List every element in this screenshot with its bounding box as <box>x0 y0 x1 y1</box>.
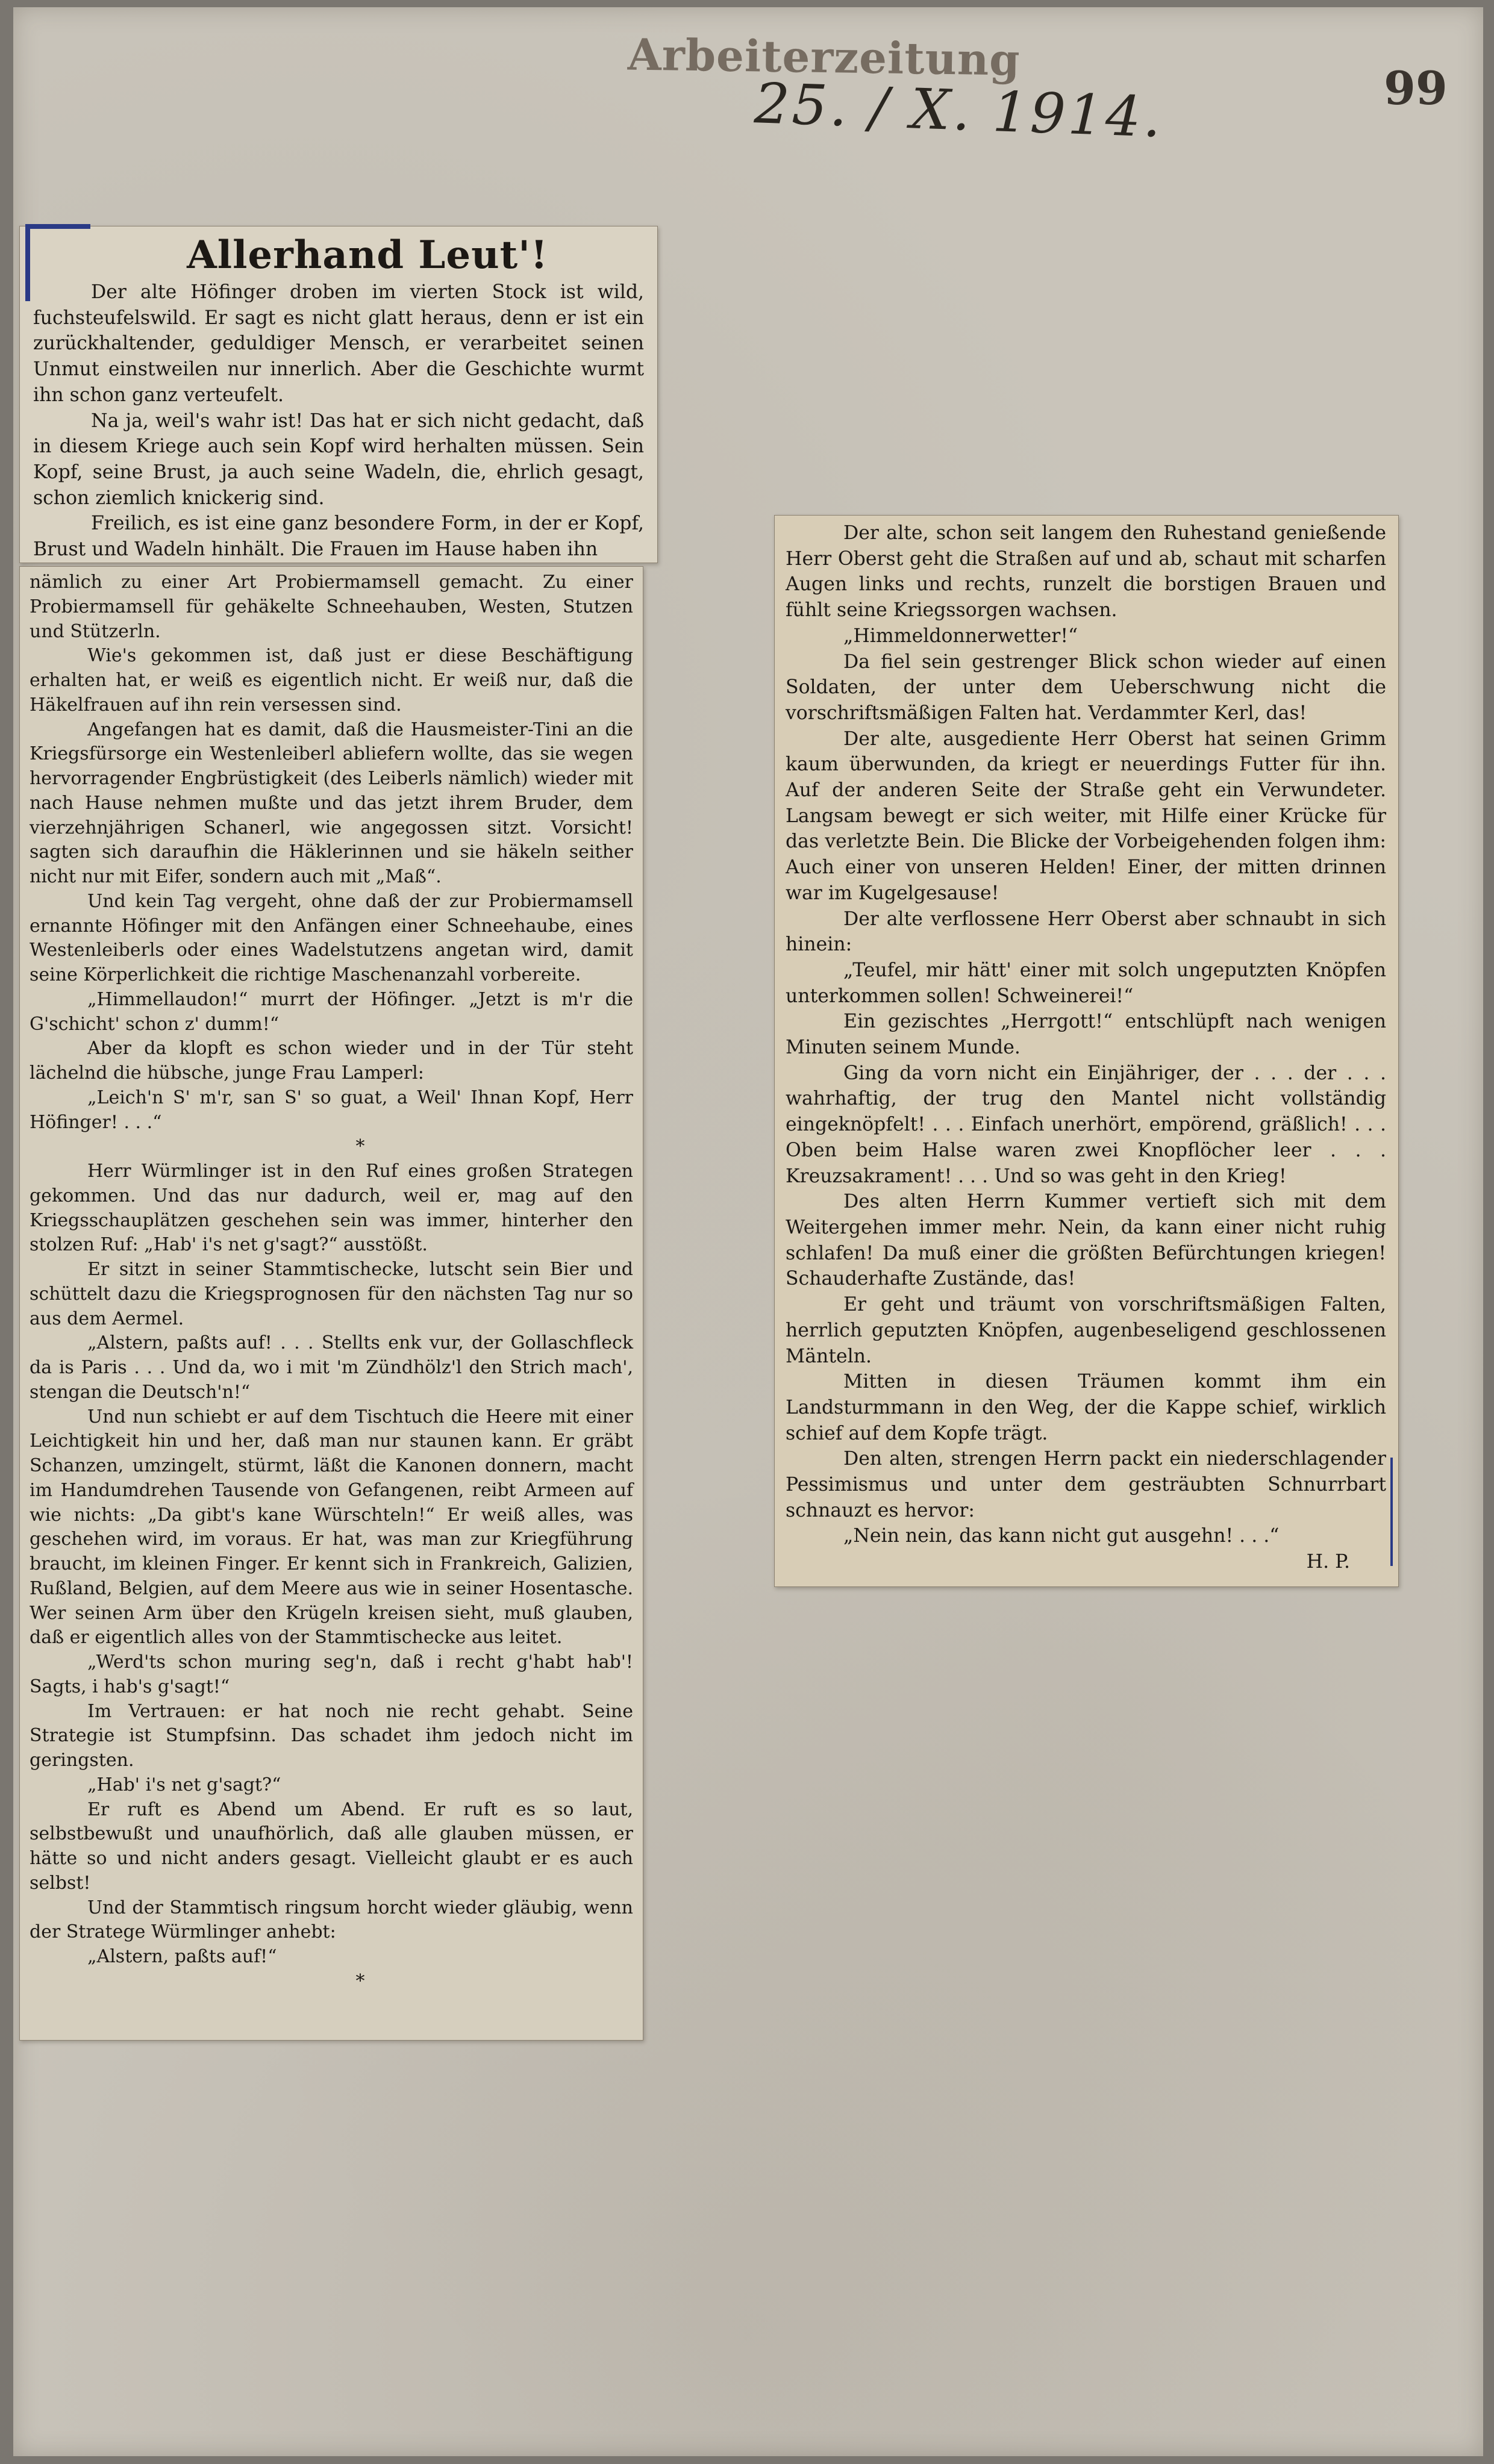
paragraph: Ging da vorn nicht ein Einjähriger, der . . . der . . . wahrhaftig, der trug den Mantel nicht vollständig eingeknöpfelt! . . . Einfach unerhört, empörend, gräßlich! . . . Oben beim Halse waren zwei Knopflöcher leer . . . Kreuzsakrament! . . . Und so was geht in den Krieg! <box>786 1062 1386 1187</box>
paragraph: Und kein Tag vergeht, ohne daß der zur Probiermamsell ernannte Höfinger mit den Anfängen einer Schneehaube, eines Westenleiberls oder eines Wadelstutzens angetan wird, damit seine Körperlichkeit die richtige Maschenanzahl vorbereite. <box>30 890 633 985</box>
section-separator: * <box>355 1136 365 1158</box>
paragraph: nämlich zu einer Art Probiermamsell gemacht. Zu einer Probiermamsell für gehäkelte Schneehauben, Westen, Stutzen und Stützerln. <box>30 572 633 642</box>
blue-pencil-mark <box>25 224 90 301</box>
paragraph: Und nun schiebt er auf dem Tischtuch die Heere mit einer Leichtigkeit hin und her, daß man nur staunen kann. Er gräbt Schanzen, umzingelt, stürmt, läßt die Kanonen donnern, macht im Handumdrehen Tausende von Gefangenen, reibt Armeen auf wie nichts: „Da gibt's kane Würschteln!“ Er weiß alles, was geschehen wird, im voraus. Er hat, was man zur Kriegführung braucht, im kleinen Finger. Er kennt sich in Frankreich, Galizien, Rußland, Belgien, auf dem Meere aus wie in seiner Hosentasche. Wer seinen Arm über den Krügeln kreisen sieht, muß glauben, daß er eigentlich alles von der Stammtischecke aus leitet. <box>30 1406 633 1648</box>
paragraph: Da fiel sein gestrenger Blick schon wieder auf einen Soldaten, der unter dem Ueberschwung nicht die vorschriftsmäßigen Falten hat. Verdammter Kerl, das! <box>786 650 1386 724</box>
paragraph: Er geht und träumt von vorschriftsmäßigen Falten, herrlich geputzten Knöpfen, augenbeseligend geschlossenen Mänteln. <box>786 1294 1386 1367</box>
paragraph: Er sitzt in seiner Stammtischecke, lutscht sein Bier und schüttelt dazu die Kriegsprognosen für den nächsten Tag nur so aus dem Aermel. <box>30 1259 633 1329</box>
paragraph: „Nein nein, das kann nicht gut ausgehn! . . .“ <box>843 1525 1280 1547</box>
paragraph: Der alte Höfinger droben im vierten Stock ist wild, fuchsteufelswild. Er sagt es nicht glatt heraus, denn er ist ein zurückhaltender, geduldiger Mensch, er verarbeitet seinen Unmut einstweilen nur innerlich. Aber die Geschichte wurmt ihn schon ganz verteufelt. <box>33 281 644 406</box>
paragraph: Aber da klopft es schon wieder und in der Tür steht lächelnd die hübsche, junge Frau Lamperl: <box>30 1038 633 1084</box>
paragraph: Der alte, ausgediente Herr Oberst hat seinen Grimm kaum überwunden, da kriegt er neuerdings Futter für ihn. Auf der anderen Seite der Straße geht ein Verwundeter. Langsam bewegt er sich weiter, mit Hilfe einer Krücke für das verletzte Bein. Die Blicke der Vorbeigehenden folgen ihm: Auch einer von unseren Helden! Einer, der mitten drinnen war im Kugelgesause! <box>786 728 1386 904</box>
page-number: 99 <box>1384 61 1448 115</box>
paragraph: Freilich, es ist eine ganz besondere Form, in der er Kopf, Brust und Wadeln hinhält. Die Frauen im Hause haben ihn <box>33 513 644 561</box>
paragraph: „Himmellaudon!“ murrt der Höfinger. „Jetzt is m'r die G'schicht' schon z' dumm!“ <box>30 988 633 1035</box>
paragraph: Angefangen hat es damit, daß die Hausmeister-Tini an die Kriegsfürsorge ein Westenleiberl abliefern wollte, das sie wegen hervorragender Engbrüstigkeit (des Leiberls nämlich) wieder mit nach Hause nehmen mußte und das jetzt ihrem Bruder, dem vierzehnjährigen Schanerl, wie angegossen sitzt. Vorsicht! sagten sich daraufhin die Häklerinnen und sie häkeln seither nicht nur mit Eifer, sondern auch mit „Maß“. <box>30 719 633 887</box>
paragraph: Herr Würmlinger ist in den Ruf eines großen Strategen gekommen. Und das nur dadurch, weil er, mag auf den Kriegsschauplätzen geschehen sein was immer, hinterher den stolzen Ruf: „Hab' i's net g'sagt?“ ausstößt. <box>30 1161 633 1256</box>
paragraph: Den alten, strengen Herrn packt ein niederschlagender Pessimismus und unter dem gesträubten Schnurrbart schnauzt es hervor: <box>786 1448 1386 1521</box>
paragraph: Der alte verflossene Herr Oberst aber schnaubt in sich hinein: <box>786 908 1386 956</box>
paragraph: „Hab' i's net g'sagt?“ <box>87 1774 281 1795</box>
paragraph: „Alstern, paßts auf!“ <box>87 1946 277 1967</box>
paragraph: „Himmeldonnerwetter!“ <box>843 625 1078 647</box>
paragraph: Ein gezischtes „Herrgott!“ entschlüpft nach wenigen Minuten seinem Munde. <box>786 1011 1386 1059</box>
section-separator: * <box>355 1970 365 1992</box>
article-title: Allerhand Leut'! <box>187 232 548 278</box>
paragraph: „Alstern, paßts auf! . . . Stellts enk vur, der Gollaschfleck da is Paris . . . Und da, wo i mit 'm Zündhölz'l den Strich mach', stengan die Deutsch'n!“ <box>30 1332 633 1403</box>
newspaper-stamp: Arbeiterzeitung <box>627 28 1021 86</box>
paragraph: „Leich'n S' m'r, san S' so guat, a Weil' Ihnan Kopf, Herr Höfinger! . . .“ <box>30 1087 633 1133</box>
blue-pencil-mark <box>1390 1458 1393 1566</box>
paragraph: Wie's gekommen ist, daß just er diese Beschäftigung erhalten hat, er weiß es eigentlich nicht. Er weiß nur, daß die Häkelfrauen auf ihn rein versessen sind. <box>30 645 633 716</box>
paragraph: Des alten Herrn Kummer vertieft sich mit dem Weitergehen immer mehr. Nein, da kann einer nicht ruhig schlafen! Da muß einer die größten Befürchtungen kriegen! Schauderhafte Zustände, das! <box>786 1191 1386 1290</box>
paragraph: Der alte, schon seit langem den Ruhestand genießende Herr Oberst geht die Straßen auf und ab, schaut mit scharfen Augen links und rechts, runzelt die borstigen Brauen und fühlt seine Kriegssorgen wachsen. <box>786 522 1386 622</box>
paragraph: Mitten in diesen Träumen kommt ihm ein Landsturmmann in den Weg, der die Kappe schief, wirklich schief auf dem Kopfe trägt. <box>786 1371 1386 1444</box>
clipping-left-column <box>19 566 643 2041</box>
handwritten-date: 25. / X. 1914. <box>753 71 1164 150</box>
author-signature: H. P. <box>1306 1551 1350 1573</box>
paragraph: „Werd'ts schon muring seg'n, daß i recht g'habt hab'! Sagts, i hab's g'sagt!“ <box>30 1652 633 1697</box>
paragraph: Er ruft es Abend um Abend. Er ruft es so laut, selbstbewußt und unaufhörlich, daß alle glauben müssen, er hätte so und nicht anders gesagt. Vielleicht glaubt er es auch selbst! <box>30 1798 633 1894</box>
paragraph: „Teufel, mir hätt' einer mit solch ungeputzten Knöpfen unterkommen sollen! Schweinerei!“ <box>786 959 1386 1007</box>
clipping-header <box>19 226 658 563</box>
clipping-right-column <box>774 515 1399 1587</box>
paragraph: Na ja, weil's wahr ist! Das hat er sich nicht gedacht, daß in diesem Kriege auch sein Kopf wird herhalten müssen. Sein Kopf, seine Brust, ja auch seine Wadeln, die, ehrlich gesagt, schon ziemlich knickerig sind. <box>33 410 644 509</box>
paragraph: Im Vertrauen: er hat noch nie recht gehabt. Seine Strategie ist Stumpfsinn. Das schadet ihm jedoch nicht im geringsten. <box>30 1700 633 1771</box>
paragraph: Und der Stammtisch ringsum horcht wieder gläubig, wenn der Stratege Würmlinger anhebt: <box>30 1897 633 1943</box>
